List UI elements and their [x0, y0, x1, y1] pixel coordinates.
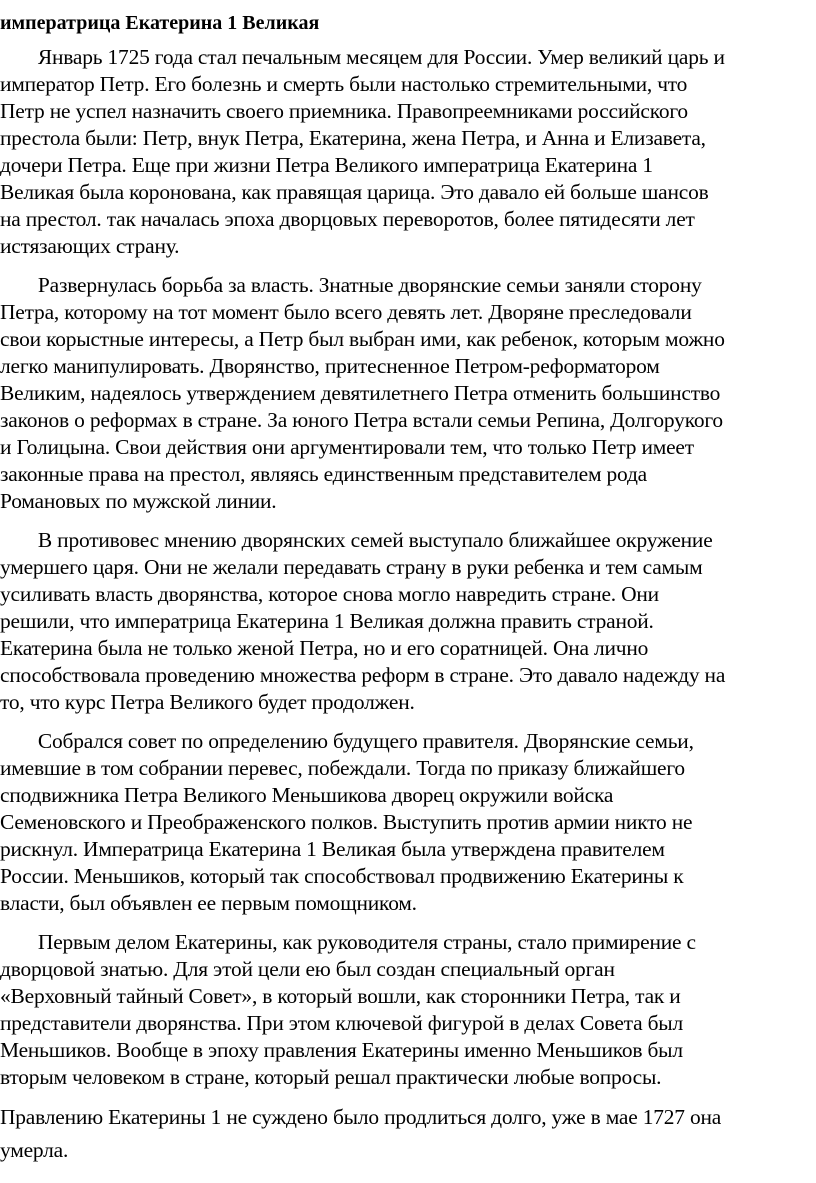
- paragraph-line: решили, что императрица Екатерина 1 Великая должна править страной.: [0, 609, 654, 633]
- paragraph-line: свои корыстные интересы, а Петр был выбран ими, как ребенок, которым можно: [0, 327, 725, 351]
- paragraph-line: дворцовой знатью. Для этой цели ею был создан специальный орган: [0, 957, 615, 981]
- paragraph-3: [0, 527, 810, 716]
- paragraph-5: [0, 929, 810, 1091]
- paragraph-line: то, что курс Петра Великого будет продолжен.: [0, 690, 415, 714]
- paragraph-line: Великая была коронована, как правящая царица. Это давало ей больше шансов: [0, 180, 709, 204]
- paragraph-line: законные права на престол, являясь единственным представителем рода: [0, 462, 647, 486]
- paragraph-line: престола были: Петр, внук Петра, Екатерина, жена Петра, и Анна и Елизавета,: [0, 126, 706, 150]
- paragraph-line: Январь 1725 года стал печальным месяцем для России. Умер великий царь и: [37, 45, 725, 69]
- paragraph-line: легко манипулировать. Дворянство, притесненное Петром-реформатором: [0, 354, 660, 378]
- paragraph-line: и Голицына. Свои действия они аргументировали тем, что только Петр имеет: [0, 435, 694, 459]
- paragraph-line: имевшие в том собрании перевес, побеждали. Тогда по приказу ближайшего: [0, 756, 685, 780]
- paragraph-line: Романовых по мужской линии.: [0, 489, 277, 513]
- paragraph-line: Меньшиков. Вообще в эпоху правления Екатерины именно Меньшиков был: [0, 1038, 683, 1062]
- paragraph-line: усиливать власть дворянства, которое снова могло навредить стране. Они: [0, 582, 659, 606]
- paragraph-line: Семеновского и Преображенского полков. Выступить против армии никто не: [0, 810, 693, 834]
- paragraph-line: умершего царя. Они не желали передавать страну в руки ребенка и тем самым: [0, 555, 703, 579]
- paragraph-line: В противовес мнению дворянских семей выступало ближайшее окружение: [37, 528, 713, 552]
- paragraph-line: Правлению Екатерины 1 не суждено было продлиться долго, уже в мае 1727 она: [0, 1105, 722, 1129]
- paragraph-line: Развернулась борьба за власть. Знатные дворянские семьи заняли сторону: [37, 273, 702, 297]
- paragraph-line: рискнул. Императрица Екатерина 1 Великая была утверждена правителем: [0, 837, 665, 861]
- paragraph-line: России. Меньшиков, который так способствовал продвижению Екатерины к: [0, 864, 684, 888]
- paragraph-line: Петр не успел назначить своего приемника. Правопреемниками российского: [0, 99, 688, 123]
- paragraph-line: умерла.: [0, 1138, 69, 1162]
- paragraph-line: Петра, которому на тот момент было всего девять лет. Дворяне преследовали: [0, 300, 692, 324]
- paragraph-line: законов о реформах в стране. За юного Петра встали семьи Репина, Долгорукого: [0, 408, 723, 432]
- paragraph-line: вторым человеком в стране, который решал практически любые вопросы.: [0, 1065, 662, 1089]
- paragraph-line: дочери Петра. Еще при жизни Петра Великого императрица Екатерина 1: [0, 153, 653, 177]
- paragraph-line: Великим, надеялось утверждением девятилетнего Петра отменить большинство: [0, 381, 721, 405]
- closing-paragraph: [0, 1101, 810, 1167]
- paragraph-1: [0, 44, 810, 260]
- paragraph-line: Екатерина была не только женой Петра, но и его соратницей. Она лично: [0, 636, 649, 660]
- paragraph-line: император Петр. Его болезнь и смерть были настолько стремительными, что: [0, 72, 688, 96]
- paragraph-line: представители дворянства. При этом ключевой фигурой в делах Совета был: [0, 1011, 684, 1035]
- paragraph-line: Собрался совет по определению будущего правителя. Дворянские семьи,: [37, 729, 694, 753]
- paragraph-line: «Верховный тайный Совет», в который вошли, как сторонники Петра, так и: [0, 984, 681, 1008]
- paragraph-line: способствовала проведению множества реформ в стране. Это давало надежду на: [0, 663, 726, 687]
- paragraph-4: [0, 728, 810, 917]
- paragraph-2: [0, 272, 810, 515]
- document-title: императрица Екатерина 1 Великая: [0, 12, 320, 34]
- paragraph-line: истязающих страну.: [0, 234, 180, 258]
- paragraph-line: Первым делом Екатерины, как руководителя страны, стало примирение с: [37, 930, 696, 954]
- paragraph-line: сподвижника Петра Великого Меньшикова дворец окружили войска: [0, 783, 614, 807]
- paragraph-line: на престол. так началась эпоха дворцовых переворотов, более пятидесяти лет: [0, 207, 695, 231]
- paragraph-line: власти, был объявлен ее первым помощником.: [0, 891, 417, 915]
